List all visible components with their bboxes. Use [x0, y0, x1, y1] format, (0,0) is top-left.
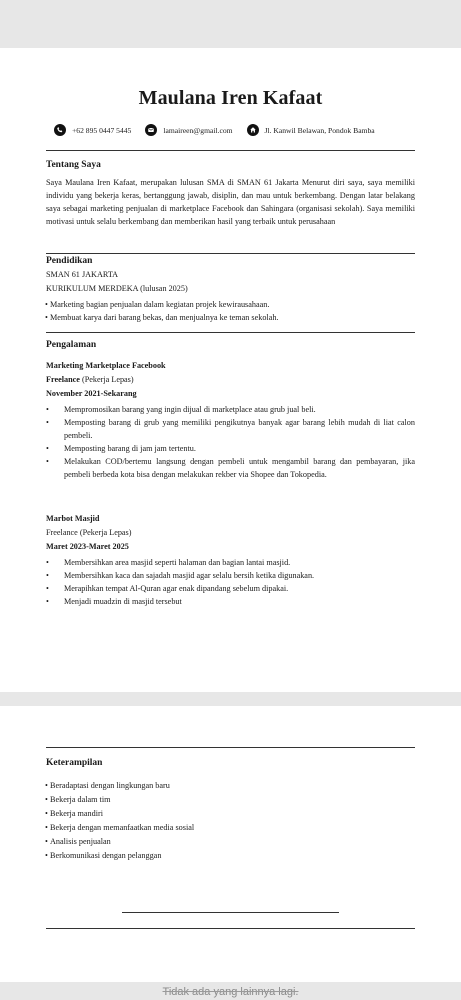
resume-name: Maulana Iren Kafaat: [138, 87, 323, 109]
job-role: Marbot Masjid: [46, 514, 100, 523]
divider: [46, 253, 415, 254]
resume-page-2: [0, 706, 461, 982]
list-item: • Marketing bagian penjualan dalam kegiatan projek kewirausahaan.: [46, 298, 415, 311]
list-item: • Membersihkan kaca dan sajadah masjid agar selalu bersih ketika digunakan.: [46, 569, 415, 582]
list-item: • Bekerja dalam tim: [46, 793, 415, 807]
list-item: • Beradaptasi dengan lingkungan baru: [46, 779, 415, 793]
list-item: • Bekerja dengan memanfaatkan media sosial: [46, 821, 415, 835]
email-text: lamaireen@gmail.com: [163, 125, 233, 135]
phone-text: +62 895 0447 5445: [72, 125, 132, 135]
about-heading: Tentang Saya: [46, 160, 101, 170]
list-item: • Merapihkan tempat Al-Quran agar enak dipandang sebelum dipakai.: [46, 582, 415, 595]
divider: [46, 928, 415, 929]
education-school: SMAN 61 JAKARTA: [46, 270, 119, 279]
experience-heading: Pengalaman: [46, 340, 97, 350]
divider: [46, 747, 415, 748]
divider: [46, 332, 415, 333]
resume-page-1: [0, 48, 461, 692]
address-text: Jl. Kanwil Belawan, Pondok Bamba: [264, 125, 375, 135]
list-item: • Bekerja mandiri: [46, 807, 415, 821]
education-list: [46, 298, 415, 324]
list-item: • Melakukan COD/bertemu langsung dengan pembeli untuk mengambil barang dan pembayaran, jika pembeli berbeda kota bisa dengan melakukan rekber via Shopee dan Tokopedia.: [46, 455, 415, 481]
end-of-results-note: Tidak ada yang lainnya lagi.: [162, 986, 299, 998]
job-role: Marketing Marketplace Facebook: [46, 361, 166, 370]
contact-address: [247, 124, 375, 136]
job-type: [46, 375, 134, 384]
job-type-rest: (Pekerja Lepas): [79, 375, 134, 384]
job-type: Freelance (Pekerja Lepas): [46, 528, 132, 537]
job-duties: [46, 403, 415, 481]
education-heading: Pendidikan: [46, 256, 93, 266]
education-curriculum: KURIKULUM MERDEKA (lulusan 2025): [46, 284, 188, 293]
list-item: • Memposting barang di jam jam tertentu.: [46, 442, 415, 455]
list-item: • Memposting barang di grub yang memiliki pengikutnya banyak agar barang lebih mudah di liat calon pembeli.: [46, 416, 415, 442]
list-item: • Analisis penjualan: [46, 835, 415, 849]
divider: [46, 150, 415, 151]
mail-icon: [145, 124, 157, 136]
skills-heading: Keterampilan: [46, 758, 103, 768]
job-type-bold: Freelance: [46, 375, 80, 384]
contact-phone: [54, 124, 131, 136]
job-period: November 2021-Sekarang: [46, 389, 137, 398]
list-item: • Membuat karya dari barang bekas, dan menjualnya ke teman sekolah.: [46, 311, 415, 324]
job-period: Maret 2023-Maret 2025: [46, 542, 129, 551]
contact-row: [54, 124, 445, 136]
about-text: Saya Maulana Iren Kafaat, merupakan lulusan SMA di SMAN 61 Jakarta Menurut diri saya, saya memiliki individu yang bekerja keras, bertanggung jawab, disiplin, dan mau untuk berkembang. Dengan latar belakang saya sebagai marketing penjualan di marketplace Facebook dan Sahingara (organisasi sekolah). Saya memiliki motivasi untuk selalu berkembang dan memberikan hasil yang terbaik untuk perusahaan: [46, 178, 415, 226]
contact-email: [145, 124, 232, 136]
skills-list: [46, 779, 415, 863]
signature-line: [122, 912, 339, 913]
list-item: • Menjadi muadzin di masjid tersebut: [46, 595, 415, 608]
list-item: • Mempromosikan barang yang ingin dijual di marketplace atau grub jual beli.: [46, 403, 415, 416]
list-item: • Berkomunikasi dengan pelanggan: [46, 849, 415, 863]
home-icon: [247, 124, 259, 136]
job-duties: [46, 556, 415, 608]
list-item: • Membersihkan area masjid seperti halaman dan bagian lantai masjid.: [46, 556, 415, 569]
phone-icon: [54, 124, 66, 136]
